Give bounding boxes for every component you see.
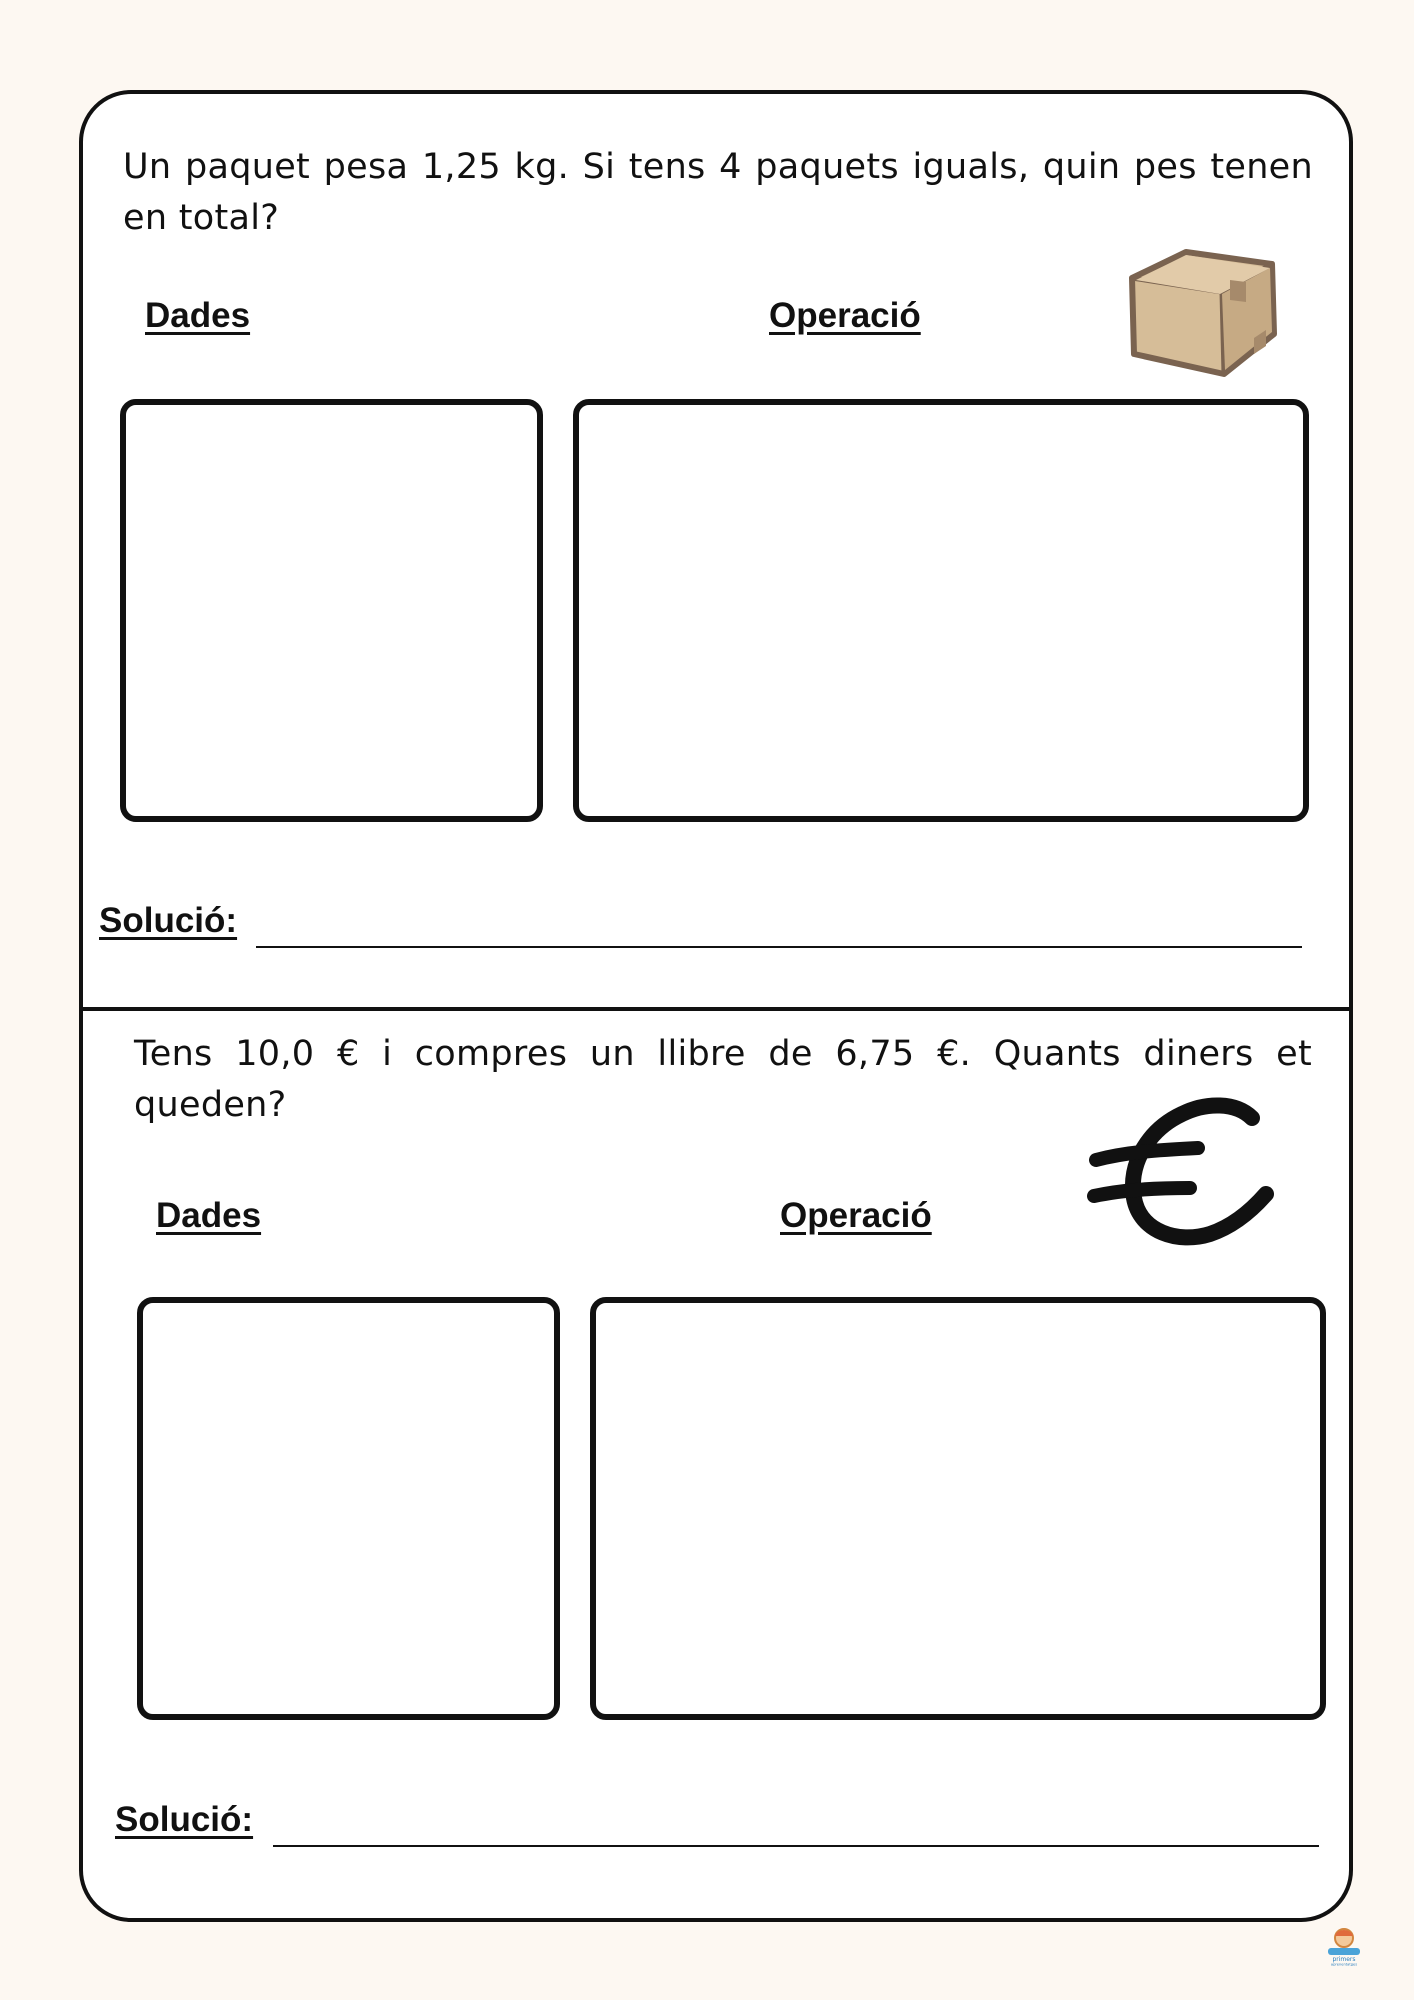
- problem-2-solution-line[interactable]: [273, 1845, 1319, 1847]
- problem-2-solution-label: Solució:: [115, 1800, 254, 1839]
- svg-text:primers: primers: [1332, 1956, 1356, 1963]
- svg-text:aprenentatges: aprenentatges: [1330, 1962, 1358, 1966]
- cardboard-box-icon: [1124, 242, 1290, 382]
- problem-1-data-heading: Dades: [145, 296, 251, 335]
- problem-2-operation-box[interactable]: [590, 1297, 1326, 1720]
- problem-1-question: Un paquet pesa 1,25 kg. Si tens 4 paquets iguals, quin pes tenen en total?: [123, 147, 1313, 238]
- problem-1-operation-box[interactable]: [573, 399, 1309, 822]
- problem-1-solution-label: Solució:: [99, 901, 238, 940]
- worksheet-card: [79, 90, 1353, 1922]
- problem-1-solution-line[interactable]: [256, 946, 1302, 948]
- problem-2-data-box[interactable]: [137, 1297, 560, 1720]
- section-divider: [83, 1007, 1349, 1011]
- problem-2-operation-heading: Operació: [780, 1196, 932, 1235]
- problem-2-data-heading: Dades: [156, 1196, 262, 1235]
- problem-1-operation-heading: Operació: [769, 296, 921, 335]
- euro-icon: [1086, 1094, 1276, 1254]
- primers-aprenentatges-logo: [1322, 1926, 1366, 1966]
- problem-2-question: Tens 10,0 € i compres un llibre de 6,75 €. Quants diners et queden?: [134, 1034, 1312, 1125]
- problem-1-data-box[interactable]: [120, 399, 543, 822]
